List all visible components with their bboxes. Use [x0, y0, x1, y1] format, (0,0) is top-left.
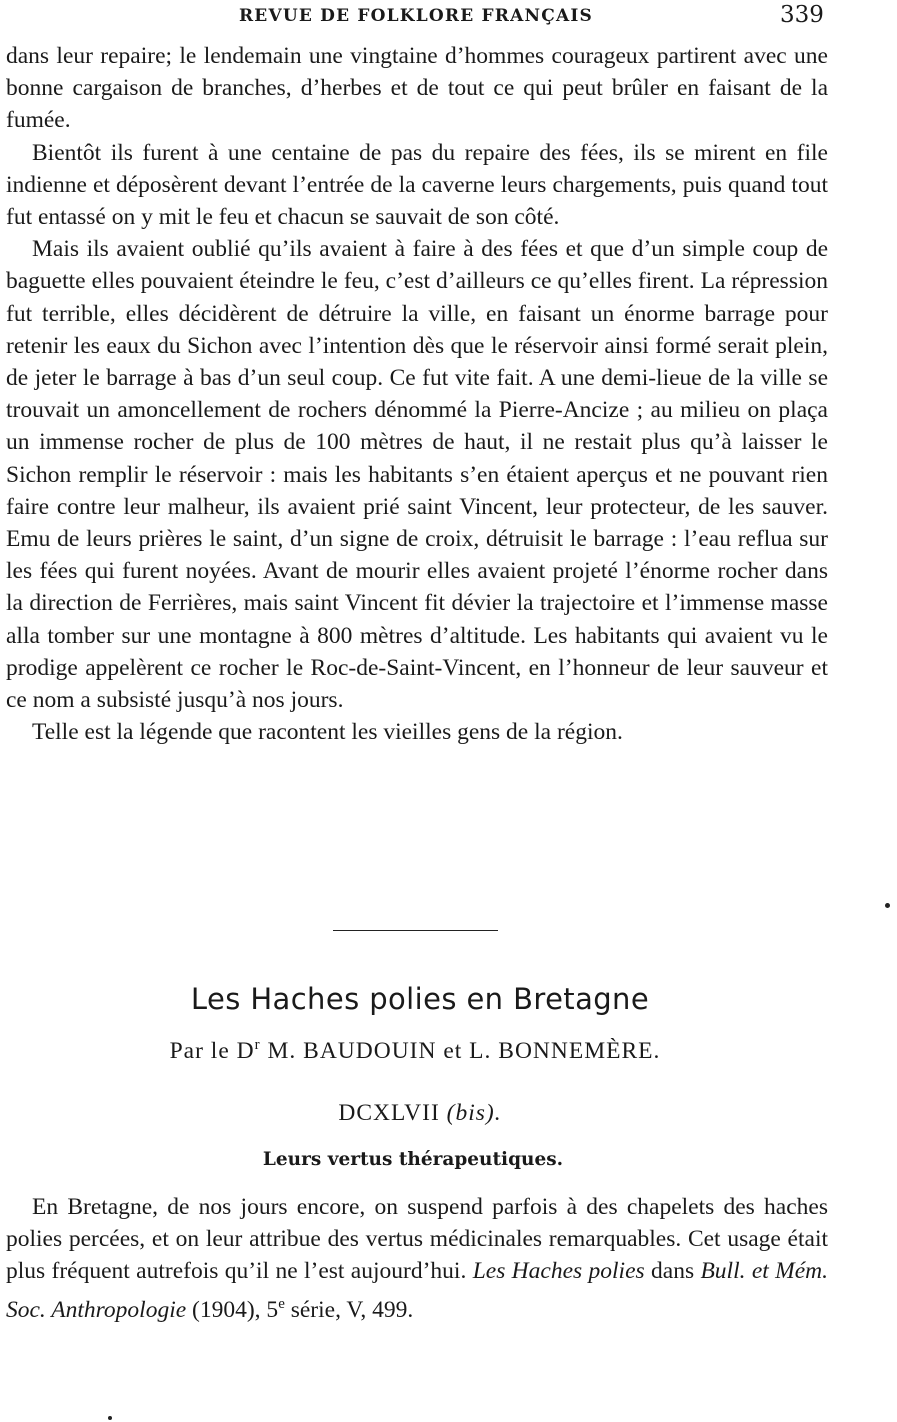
byline-prefix: Par le D — [169, 1037, 255, 1064]
ink-speck — [885, 903, 890, 908]
section-bis: (bis). — [446, 1100, 502, 1126]
byline — [0, 1037, 830, 1065]
article-body — [6, 1191, 828, 1326]
journal-title: REVUE DE FOLKLORE FRANÇAIS — [238, 6, 594, 26]
section-divider — [333, 930, 498, 931]
article-title: Les Haches polies en Bretagne — [190, 982, 650, 1016]
reference-superscript: e — [278, 1295, 285, 1312]
paragraph: Bientôt ils furent à une centaine de pas du repaire des fées, ils se mirent en file indienne et déposèrent devant l’entrée de la caverne leurs chargements, puis quand tout fut entassé on y mit le feu et chacun se sauvait de son côté. — [6, 139, 828, 231]
ink-speck — [108, 1416, 112, 1420]
paragraph — [6, 1191, 828, 1326]
reference-connector: dans — [644, 1258, 701, 1285]
byline-authors: M. BAUDOUIN et L. BONNEMÈRE. — [260, 1037, 661, 1064]
paragraph: Telle est la légende que racontent les vieilles gens de la région. — [32, 719, 623, 746]
reference-title: Les Haches polies — [472, 1258, 645, 1285]
section-title: Leurs vertus thérapeutiques. — [262, 1149, 564, 1170]
section-number — [0, 1100, 840, 1127]
running-head — [0, 2, 897, 32]
page-number: 339 — [780, 2, 824, 28]
reference-journal: Bull. et Mém. Soc. Anthropologie — [6, 1258, 828, 1323]
paragraph: dans leur repaire; le lendemain une vingtaine d’hommes courageux partirent avec une bonne cargaison de branches, d’herbes et de tout ce qui peut brûler en faisant de la fumée. — [6, 43, 828, 134]
byline-superscript: r — [254, 1037, 261, 1053]
reference-details: (1904), 5 — [186, 1296, 279, 1323]
paragraph-text: En Bretagne, de nos jours encore, on suspend parfois à des chapelets des haches polies percées, et on leur attribue des vertus médicinales remarquables. Cet usage était plus fréquent autrefois qu’il ne l’est aujourd’hui. — [6, 1194, 828, 1285]
reference-details-end: série, V, 499. — [284, 1296, 414, 1323]
story-body — [6, 40, 828, 748]
paragraph: Mais ils avaient oublié qu’ils avaient à faire à des fées et que d’un simple coup de baguette elles pouvaient éteindre le feu, c’est d’ailleurs ce qu’elles firent. La répression fut terrible, elles décidèrent de détruire la ville, en faisant un énorme barrage pour retenir les eaux du Sichon avec l’intention dès que le réservoir ainsi formé serait plein, de jeter le barrage à bas d’un seul coup. Ce fut vite fait. A une demi-lieue de la ville se trouvait un amoncellement de rochers dénommé la Pierre-Ancize ; au milieu on plaça un immense rocher de plus de 100 mètres de haut, il ne restait plus qu’à laisser le Sichon remplir le réservoir : mais les habitants s’en étaient aperçus et ne pouvant rien faire contre leur malheur, ils avaient prié saint Vincent, leur protecteur, de les sauver. Emu de leurs prières le saint, d’un signe de croix, détruisit le barrage : l’eau reflua sur les fées qui furent noyées. Avant de mourir elles avaient projeté l’énorme rocher dans la direction de Ferrières, mais saint Vincent fit dévier la trajectoire et l’immense masse alla tomber sur une montagne à 800 mètres d’altitude. Les habitants qui avaient vu le prodige appelèrent ce rocher le Roc-de-Saint-Vincent, en l’honneur de leur sauveur et ce nom a subsisté jusqu’à nos jours. — [6, 236, 828, 714]
section-roman: DCXLVII — [338, 1100, 440, 1126]
